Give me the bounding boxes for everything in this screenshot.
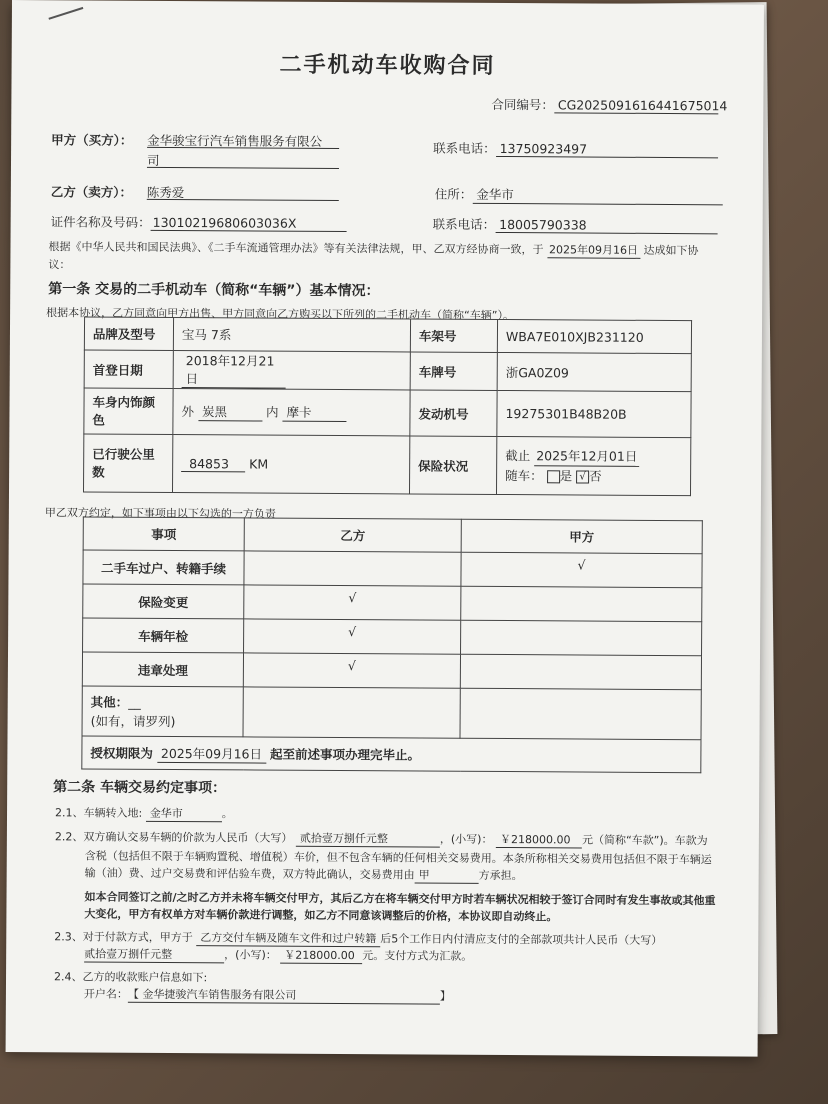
preamble-text: 根据《中华人民共和国民法典》、《二手车流通管理办法》等有关法律法规，甲、乙双方经协商一致，于: [48, 240, 544, 257]
clause-2-2-text-b: ，(小写)：: [439, 832, 493, 846]
reg-date-value: 2018年12月21日: [182, 351, 286, 389]
party-b-address: 金华市: [472, 185, 722, 206]
party-b-phone: 18005790338: [495, 217, 717, 234]
interior-color: 摩卡: [282, 403, 346, 422]
contract-number-value: CG2025091616441675014: [554, 97, 718, 114]
preamble-text-end: 达成如下协: [643, 243, 699, 258]
plate-label: 车牌号: [410, 352, 497, 391]
pen-mark: [48, 7, 83, 20]
party-b-phone-row: [433, 215, 718, 235]
clause-2-2-text-e: 方承担。: [478, 868, 523, 883]
insurance-cell: [496, 436, 690, 495]
clause-2-3-upper-amount: 贰拾壹万捌仟元整: [84, 945, 224, 963]
brand-label: 品牌及型号: [84, 317, 173, 351]
row-inspection-item: 车辆年检: [83, 618, 244, 653]
account-row: [84, 985, 451, 1004]
mileage-cell: [172, 434, 409, 493]
row-insurance-b: √: [244, 585, 461, 620]
party-b-name: 陈秀爱: [147, 183, 339, 201]
clause-2-2-number: 2.2、: [54, 830, 84, 844]
header-party-a: 甲方: [461, 519, 702, 553]
exterior-color: 炭黑: [198, 402, 262, 421]
contract-title: 二手机动车收购合同: [279, 52, 496, 79]
clause-2-2-text-d: 输（油）费、过户交易费和评估验车费，双方特此确认，交易费用由: [84, 866, 415, 882]
no-label: 否: [589, 468, 602, 484]
color-label-line1: 车身内饰颜: [92, 393, 156, 410]
preamble-date: 2025年09月16日: [547, 241, 640, 259]
yes-label: 是: [559, 468, 573, 484]
clause-2-4: [54, 968, 207, 985]
clause-2-4-number: 2.4、: [53, 970, 83, 984]
article-1-intro: 根据本协议，乙方同意向甲方出售、甲方同意向乙方购买以下所列的二手机动车（简称“车辆”）。: [46, 306, 515, 323]
clause-2-2-text-c: 元（简称“车款”)。车款为: [581, 833, 708, 848]
article-2-title: 第二条 车辆交易约定事项：: [53, 779, 227, 797]
vehicle-info-table: [83, 316, 692, 496]
row-transfer-item: 二手车过户、转籍手续: [83, 550, 244, 585]
clause-2-1-end: 。: [221, 807, 233, 821]
vin-label: 车架号: [410, 319, 497, 353]
row-insurance-item: 保险变更: [83, 584, 244, 619]
mileage-label-line2: 数: [92, 463, 105, 480]
mileage-label-line1: 已行驶公里: [92, 445, 155, 462]
preamble-line: [48, 238, 698, 259]
responsibility-intro: 甲乙双方约定，如下事项由以下勾选的一方负责: [44, 506, 276, 521]
row-other-b: [243, 687, 460, 738]
color-label: [84, 388, 173, 435]
exterior-prefix: 外: [181, 404, 195, 420]
clause-2-4-label: 乙方的收款账户信息如下:: [82, 970, 208, 985]
clause-2-3-text-d: 元。支付方式为汇款。: [362, 949, 473, 963]
clause-2-2-lower-amount: ￥218000.00: [496, 831, 582, 849]
clause-2-3-line2: [84, 945, 472, 964]
clause-2-3-text-a: 对于付款方式，甲方于: [82, 930, 193, 945]
row-inspection-b: √: [244, 619, 461, 654]
color-cell: [173, 388, 410, 435]
no-checkbox[interactable]: √: [576, 470, 589, 483]
row-transfer-b: [244, 551, 461, 586]
yes-checkbox[interactable]: [547, 470, 560, 483]
mileage-value: 84853: [181, 456, 245, 472]
row-violation-b: √: [243, 653, 460, 688]
clause-2-1-number: 2.1、: [54, 806, 84, 820]
clause-2-1-label: 车辆转入地:: [83, 806, 143, 820]
party-a-phone-row: [433, 139, 718, 159]
party-a-name-line1: 金华骏宝行汽车销售服务有限公: [147, 131, 339, 149]
party-a-phone: 13750923497: [496, 141, 718, 158]
article-1-title: 第一条 交易的二手机动车（简称“车辆”）基本情况：: [48, 281, 380, 300]
party-b-address-row: [435, 185, 723, 206]
clause-2-1-value: 金华市: [146, 805, 222, 822]
row-inspection-a: [461, 620, 702, 655]
clause-2-3-number: 2.3、: [54, 930, 83, 944]
auth-suffix: 起至前述事项办理完毕止。: [269, 746, 421, 763]
clause-2-2-text-a: 双方确认交易车辆的价款为人民币（大写）: [83, 830, 293, 845]
insurance-label: 保险状况: [409, 436, 496, 495]
header-item: 事项: [83, 517, 244, 551]
clause-2-1: [55, 804, 233, 822]
address-label: 住所：: [434, 186, 473, 202]
header-party-b: 乙方: [244, 518, 461, 552]
bold-clause-line2: 大变化，甲方有权单方对车辆价款进行调整，如乙方不同意该调整后的价格，本协议即自动终止。: [84, 907, 558, 924]
account-name: 【 金华捷骏汽车销售服务有限公司: [128, 986, 440, 1005]
preamble-line2: 议：: [48, 258, 71, 272]
contract-number-label: 合同编号：: [491, 96, 554, 113]
party-b-id-row: [51, 212, 347, 232]
party-a-label: 甲方（买方）：: [51, 132, 133, 148]
other-label: 其他：: [90, 693, 129, 710]
contract-page: [6, 0, 764, 1057]
auth-label: 授权期限为: [90, 744, 153, 761]
bold-clause-line1: 如本合同签订之前/之时乙方并未将车辆交付甲方，其后乙方在将车辆交付甲方时若车辆状况相较于签订合同时有发生事故或其他重: [84, 890, 716, 908]
row-transfer-a: √: [461, 552, 702, 587]
party-b-id: 13010219680603036X: [151, 215, 347, 232]
party-b-label: 乙方（卖方）：: [50, 184, 133, 200]
account-bracket-close: 】: [439, 989, 451, 1003]
row-other-a: [460, 688, 701, 739]
row-insurance-a: [461, 586, 702, 621]
clause-2-2-upper-amount: 贰拾壹万捌仟元整: [296, 830, 440, 848]
clause-2-3-text-b: 后5个工作日内付清应支付的全部款项共计人民币（大写）: [380, 932, 663, 947]
reg-date-label: 首登日期: [84, 350, 173, 389]
phone-label-b: 联系电话：: [432, 216, 496, 232]
insurance-date: 2025年12月01日: [534, 446, 639, 467]
clause-2-2-payer: 甲: [415, 866, 479, 883]
interior-prefix: 内: [265, 404, 279, 420]
clause-2-3-lower-amount: ￥218000.00: [280, 947, 362, 965]
plate-value: 浙GA0Z09: [497, 352, 691, 391]
clause-2-2-line2: 含税（包括但不限于车辆购置税、增值税）车价，但不包含车辆的任何相关交易费用。本条所称相关交易费用包括但不限于车辆运: [84, 849, 712, 867]
row-other-item: [82, 686, 243, 737]
vin-value: WBA7E010XJB231120: [497, 319, 691, 353]
clause-2-2-line1: [55, 828, 708, 849]
brand-value: 宝马 7系: [173, 317, 410, 351]
party-a-name-line2: 司: [147, 151, 339, 169]
clause-2-3-condition: 乙方交付车辆及随车文件和过户转籍: [196, 929, 380, 947]
insurance-prefix: 截止: [505, 448, 531, 464]
account-label: 开户名：: [83, 987, 128, 1001]
engine-value: 19275301B48B20B: [497, 390, 691, 437]
reg-date-cell: [173, 350, 410, 389]
engine-label: 发动机号: [410, 390, 497, 437]
contract-number-row: [491, 95, 728, 114]
other-note: (如有，请罗列): [90, 712, 176, 729]
clause-2-2-line3: [85, 864, 523, 884]
phone-label: 联系电话：: [433, 140, 496, 156]
mileage-label: [83, 434, 172, 493]
row-violation-item: 违章处理: [82, 652, 243, 687]
with-car-label: 随车：: [505, 468, 543, 484]
color-label-line2: 色: [92, 411, 106, 428]
mileage-unit: KM: [249, 455, 269, 472]
row-violation-a: [460, 654, 701, 689]
other-value: __: [128, 694, 141, 710]
id-label: 证件名称及号码：: [50, 214, 151, 230]
auth-date: 2025年09月16日: [157, 743, 266, 763]
responsibility-table: [81, 516, 703, 773]
clause-2-3-text-c: ，(小写)：: [224, 948, 277, 962]
authorization-row: [82, 736, 701, 773]
